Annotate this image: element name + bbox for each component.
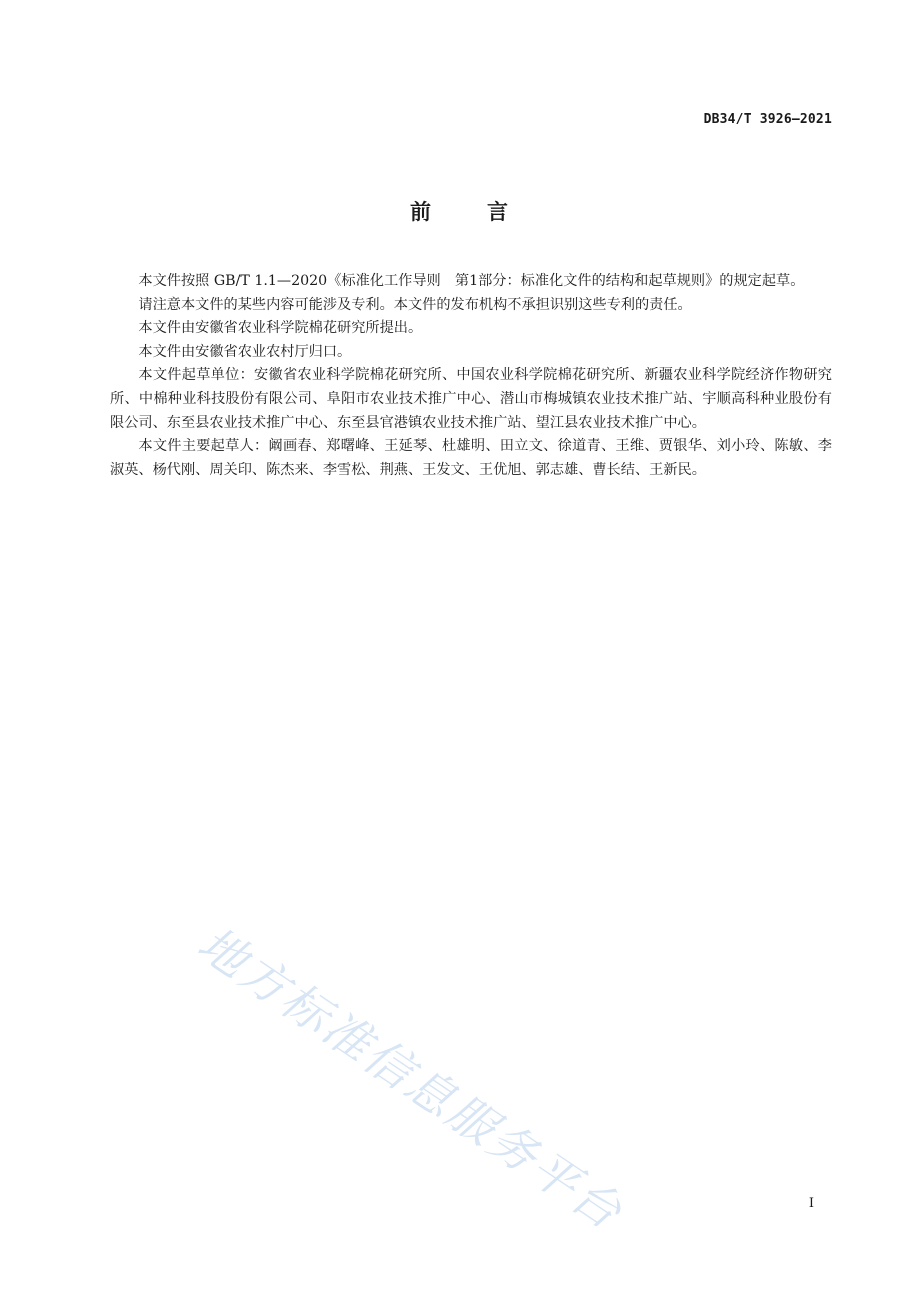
paragraph-proposer: 本文件由安徽省农业科学院棉花研究所提出。: [138, 320, 423, 337]
paragraph-patent-notice: 请注意本文件的某些内容可能涉及专利。本文件的发布机构不承担识别这些专利的责任。: [138, 296, 692, 313]
paragraph-administrator: 本文件由安徽省农业农村厅归口。: [138, 343, 352, 360]
paragraph-drafting-units: 本文件起草单位：安徽省农业科学院棉花研究所、中国农业科学院棉花研究所、新疆农业科学院经济作物研究所、中棉种业科技股份有限公司、阜阳市农业技术推广中心、潜山市梅城镇农业技术推广站、宇顺高科种业股份有限公司、东至县农业技术推广中心、东至县官港镇农业技术推广站、望江县农业技术推广中心。: [110, 367, 832, 431]
paragraph-drafting-basis: 本文件按照 GB/T 1.1—2020《标准化工作导则 第1部分：标准化文件的结构和起草规则》的规定起草。: [138, 273, 805, 289]
page-title: [0, 196, 920, 226]
foreword-body: [110, 270, 832, 482]
watermark: 地方标准信息服务平台: [187, 916, 633, 1242]
title-char-2: 言: [487, 200, 510, 224]
title-char-1: 前: [410, 200, 433, 224]
standard-code: DB34/T 3926—2021: [703, 112, 832, 127]
page-number: I: [808, 1196, 814, 1211]
paragraph-drafters: 本文件主要起草人：阚画春、郑曙峰、王延琴、杜雄明、田立文、徐道青、王维、贾银华、刘小玲、陈敏、李淑英、杨代刚、周关印、陈杰来、李雪松、荆燕、王发文、王优旭、郭志雄、曹长结、王新民。: [110, 438, 832, 478]
